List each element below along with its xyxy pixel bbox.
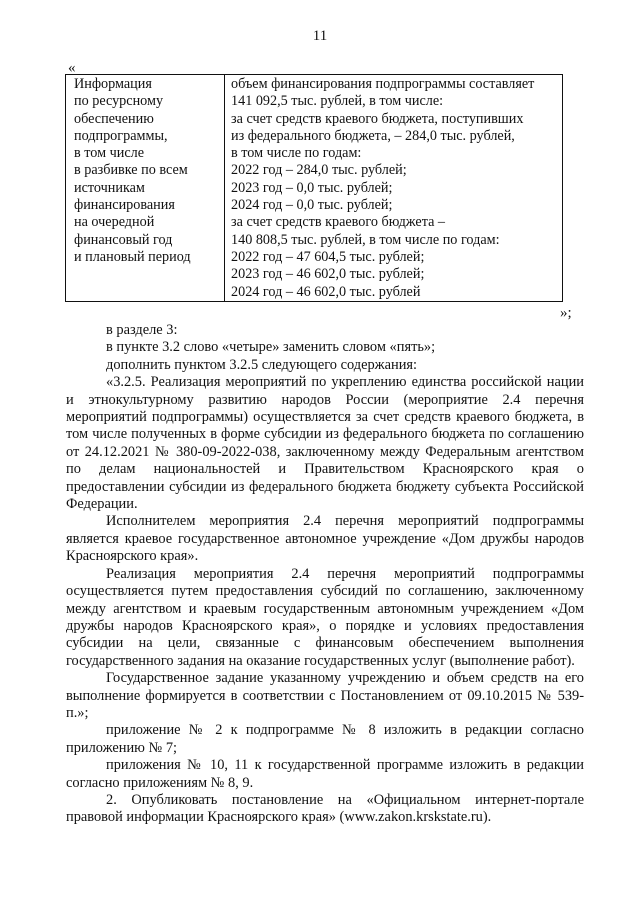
paragraph: Государственное задание указанному учреждению и объем средств на его выполнение формируется в соответствии с Постановлением от 09.10.2015 № 539-п.»; (66, 670, 584, 721)
left-cell-line: финансирования (74, 197, 175, 214)
right-cell-line: 2022 год – 47 604,5 тыс. рублей; (231, 248, 425, 265)
paragraph: 2. Опубликовать постановление на «Официальном интернет-портале правовой информации Красноярского края» (www.zakon.krskstate.ru). (66, 791, 584, 826)
table-row (66, 75, 563, 302)
right-cell-line: из федерального бюджета, – 284,0 тыс. рублей, (231, 127, 515, 144)
left-cell-line: и плановый период (74, 248, 191, 265)
right-cell-line: 2024 год – 46 602,0 тыс. рублей (231, 283, 421, 300)
paragraph: Реализация мероприятия 2.4 перечня мероприятий подпрограммы осуществляется путем предоставления субсидий по соглашению, заключенному между агентством и краевым государственным автономным учреждением «Дом дружбы народов Красноярского края», о порядке и условиях предоставления субсидии на цели, связанные с финансовым обеспечением выполнения государственного задания на оказание государственных услуг (выполнение работ). (66, 565, 584, 669)
left-cell-line: на очередной (74, 214, 155, 231)
right-cell-line: 2024 год – 0,0 тыс. рублей; (231, 197, 393, 214)
left-cell-line: в том числе (74, 145, 145, 162)
left-cell-line: в разбивке по всем (74, 162, 188, 179)
paragraph: Исполнителем мероприятия 2.4 перечня мероприятий подпрограммы является краевое государственное автономное учреждение «Дом дружбы народов Красноярского края». (66, 513, 584, 565)
paragraph: «3.2.5. Реализация мероприятий по укреплению единства российской нации и этнокультурному развитию народов России (мероприятие 2.4 перечня мероприятий подпрограммы) осуществляется за счет средств краевого бюджета, в том числе полученных в форме субсидии из федерального бюджета по соглашению от 24.12.2021 № 380-09-2022-038, заключенному между Федеральным агентством по делам национальностей и Правительством Красноярского края о предоставлении субсидии из федерального бюджета бюджету субъекта Российской Федерации. (66, 374, 584, 513)
page-number: 11 (312, 28, 328, 44)
closing-quote-mark: »; (560, 305, 572, 321)
right-cell-line: 2023 год – 0,0 тыс. рублей; (231, 179, 393, 196)
right-cell-line: в том числе по годам: (231, 145, 362, 162)
resource-info-table (65, 74, 563, 302)
right-cell-line: за счет средств краевого бюджета – (231, 214, 446, 231)
document-body (66, 322, 584, 827)
left-cell-line: по ресурсному (74, 93, 164, 110)
left-cell-line: финансовый год (74, 231, 173, 248)
table-left-cell (66, 75, 225, 302)
paragraph: дополнить пунктом 3.2.5 следующего содержания: (106, 356, 418, 373)
right-cell-line: 2022 год – 284,0 тыс. рублей; (231, 162, 407, 179)
table-right-cell (225, 75, 563, 302)
left-cell-line: источникам (74, 179, 145, 196)
right-cell-line: 2023 год – 46 602,0 тыс. рублей; (231, 266, 425, 283)
paragraph: в пункте 3.2 слово «четыре» заменить словом «пять»; (106, 339, 436, 356)
right-cell-line: за счет средств краевого бюджета, поступивших (231, 110, 524, 127)
left-cell-line: Информация (74, 76, 152, 92)
opening-quote-mark: « (68, 60, 76, 76)
paragraph: в разделе 3: (106, 322, 178, 338)
left-cell-line: подпрограммы, (74, 127, 168, 144)
paragraph: приложение № 2 к подпрограмме № 8 изложить в редакции согласно приложению № 7; (66, 722, 584, 756)
right-cell-line: 140 808,5 тыс. рублей, в том числе по годам: (231, 231, 500, 248)
left-cell-line: обеспечению (74, 110, 154, 127)
right-cell-line: объем финансирования подпрограммы составляет (231, 76, 535, 92)
paragraph: приложения № 10, 11 к государственной программе изложить в редакции согласно приложениям № 8, 9. (66, 757, 584, 791)
right-cell-line: 141 092,5 тыс. рублей, в том числе: (231, 93, 444, 110)
